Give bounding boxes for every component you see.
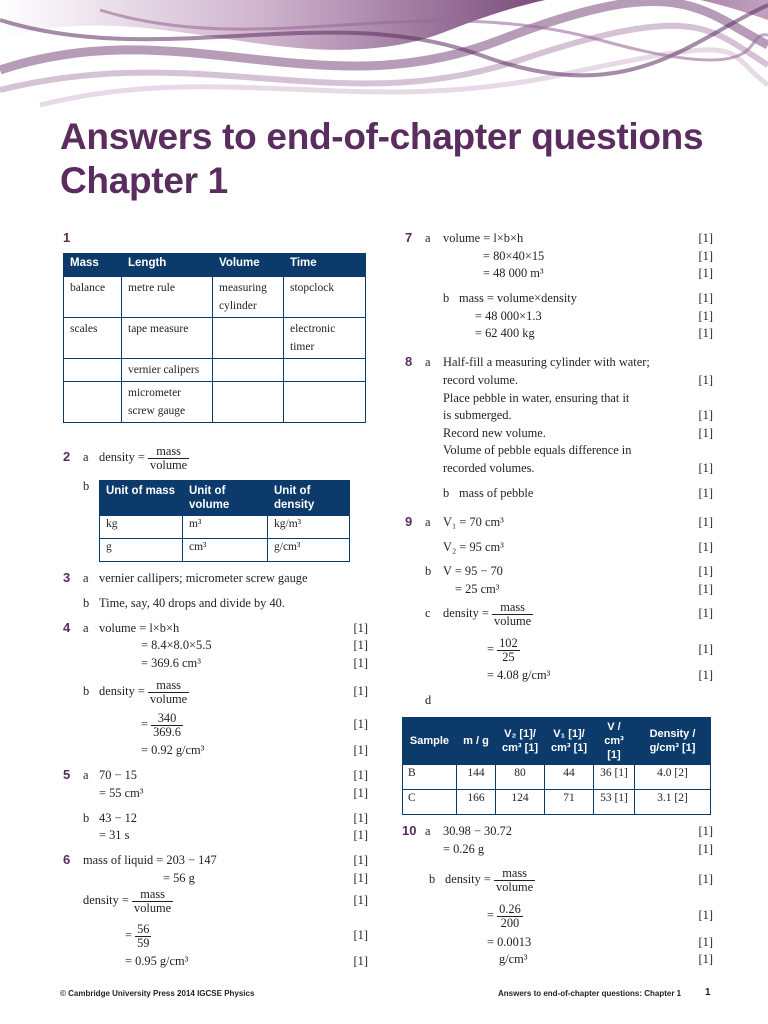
table-cell: g xyxy=(100,539,183,562)
fraction: $\frac{56}{59}$ xyxy=(137,921,150,950)
q8-line: recorded volumes. xyxy=(443,461,535,475)
mark: [1] xyxy=(698,461,713,475)
q9-b-line: = 25 cm³ xyxy=(455,582,500,596)
page-title-line2: Chapter 1 xyxy=(60,160,228,201)
q9-number: 9 xyxy=(405,514,413,529)
fraction: $\frac{\text{mass}}{\text{volume}}$ xyxy=(150,443,188,472)
fraction: $\frac{102}{25}$ xyxy=(499,635,518,664)
mark: [1] xyxy=(353,684,368,698)
q8-line: Half-fill a measuring cylinder with water; xyxy=(443,355,650,369)
q9-header: Density / g/cm³ [1] xyxy=(635,718,711,765)
q9-a-line: V₁ = 70 cm³ xyxy=(443,515,504,529)
q4-a-line: volume = l×b×h xyxy=(99,621,180,635)
mark: [1] xyxy=(353,656,368,670)
table-cell: 144 xyxy=(457,765,496,790)
formula-label: density = xyxy=(99,450,145,464)
part-label: a xyxy=(83,571,89,585)
q3-number: 3 xyxy=(63,570,71,585)
table-row xyxy=(403,790,711,815)
q6-number: 6 xyxy=(63,852,71,867)
q4-number: 4 xyxy=(63,620,71,635)
mark: [1] xyxy=(353,928,368,942)
mark: [1] xyxy=(698,642,713,656)
mark: [1] xyxy=(698,824,713,838)
table-row xyxy=(403,765,711,790)
mark: [1] xyxy=(698,606,713,620)
part-label: d xyxy=(425,693,432,707)
decorative-wave-banner xyxy=(0,0,768,120)
q9-c-formula: density = $\frac{\text{mass}}{\text{volume}}$ xyxy=(443,599,532,628)
page-title-line1: Answers to end-of-chapter questions xyxy=(60,116,704,157)
part-label: a xyxy=(425,355,431,369)
fraction: $\frac{\text{mass}}{\text{volume}}$ xyxy=(496,865,534,894)
mark: [1] xyxy=(698,373,713,387)
table-cell: kg/m³ xyxy=(268,516,350,539)
q2-header: Unit of density xyxy=(268,481,350,516)
table-cell: tape measure xyxy=(122,318,213,359)
fraction: $\frac{\text{mass}}{\text{volume}}$ xyxy=(134,886,172,915)
q7-b-line: = 62 400 kg xyxy=(475,326,535,340)
q4-a-line: = 8.4×8.0×5.5 xyxy=(141,638,212,652)
mark: [1] xyxy=(353,954,368,968)
q10-b-line: g/cm³ xyxy=(499,952,528,966)
footer-copyright: © Cambridge University Press 2014 IGCSE Physics xyxy=(60,989,255,998)
part-label: b xyxy=(425,564,432,578)
table-cell: 53 [1] xyxy=(594,790,635,815)
q5-a-line: = 55 cm³ xyxy=(99,786,144,800)
mark: [1] xyxy=(353,768,368,782)
table-cell: vernier calipers xyxy=(122,359,213,382)
mark: [1] xyxy=(698,486,713,500)
table-cell: metre rule xyxy=(122,277,213,318)
q9-table xyxy=(402,717,711,815)
table-cell: B xyxy=(403,765,457,790)
fraction: $\frac{340}{369.6}$ xyxy=(153,710,181,739)
footer-chapter: Answers to end-of-chapter questions: Chapter 1 xyxy=(498,989,682,998)
q10-number: 10 xyxy=(402,823,417,838)
q8-line: Place pebble in water, ensuring that it xyxy=(443,391,630,405)
q6-fraction: = $\frac{56}{59}$ xyxy=(125,921,150,950)
q9-header: m / g xyxy=(457,718,496,765)
part-label: b xyxy=(83,596,90,610)
part-label: b xyxy=(83,811,90,825)
q8-line: record volume. xyxy=(443,373,519,387)
q6-line: mass of liquid = 203 − 147 xyxy=(83,853,217,867)
part-label: c xyxy=(425,606,431,620)
table-row xyxy=(100,539,350,562)
table-cell: m³ xyxy=(183,516,268,539)
table-cell: micrometer screw gauge xyxy=(122,382,213,423)
table-cell xyxy=(213,318,284,359)
page-number: 1 xyxy=(705,987,711,998)
q1-header: Mass xyxy=(64,254,122,277)
mark: [1] xyxy=(353,621,368,635)
q8-line: Volume of pebble equals difference in xyxy=(443,443,632,457)
table-cell: C xyxy=(403,790,457,815)
mark: [1] xyxy=(698,266,713,280)
table-row xyxy=(64,382,366,423)
table-cell xyxy=(284,382,366,423)
mark: [1] xyxy=(698,872,713,886)
table-cell: kg xyxy=(100,516,183,539)
mark: [1] xyxy=(353,786,368,800)
table-cell: 3.1 [2] xyxy=(635,790,711,815)
mark: [1] xyxy=(698,291,713,305)
q7-a-line: = 48 000 m³ xyxy=(483,266,544,280)
mark: [1] xyxy=(698,935,713,949)
mark: [1] xyxy=(353,638,368,652)
q9-a-line: V₂ = 95 cm³ xyxy=(443,540,504,554)
table-row xyxy=(100,516,350,539)
q6-density-formula: density = $\frac{\text{mass}}{\text{volume}}$ xyxy=(83,886,172,915)
q9-header: V / cm³ [1] xyxy=(594,718,635,765)
mark: [1] xyxy=(698,309,713,323)
q3-b-answer: Time, say, 40 drops and divide by 40. xyxy=(99,596,285,610)
q6-line: = 0.95 g/cm³ xyxy=(125,954,189,968)
mark: [1] xyxy=(698,515,713,529)
q9-header: V₂ [1]/ cm³ [1] xyxy=(496,718,545,765)
q2-header: Unit of volume xyxy=(183,481,268,516)
part-label: a xyxy=(83,450,89,464)
q8-b-answer: mass of pebble xyxy=(459,486,534,500)
mark: [1] xyxy=(698,231,713,245)
q7-b-line: = 48 000×1.3 xyxy=(475,309,542,323)
mark: [1] xyxy=(353,893,368,907)
q7-a-line: = 80×40×15 xyxy=(483,249,545,263)
q5-b-line: = 31 s xyxy=(99,828,130,842)
q4-a-line: = 369.6 cm³ xyxy=(141,656,201,670)
q9-header: Sample xyxy=(403,718,457,765)
table-cell: electronic timer xyxy=(284,318,366,359)
q9-b-line: V = 95 − 70 xyxy=(443,564,503,578)
q1-header: Time xyxy=(284,254,366,277)
table-cell xyxy=(64,382,122,423)
table-cell: 166 xyxy=(457,790,496,815)
mark: [1] xyxy=(698,540,713,554)
q2-number: 2 xyxy=(63,449,71,464)
q7-a-line: volume = l×b×h xyxy=(443,231,524,245)
mark: [1] xyxy=(353,743,368,757)
table-cell xyxy=(213,382,284,423)
mark: [1] xyxy=(698,582,713,596)
q8-line: Record new volume. xyxy=(443,426,546,440)
table-cell: 80 xyxy=(496,765,545,790)
mark: [1] xyxy=(698,668,713,682)
q4-b-formula: density = $\frac{\text{mass}}{\text{volume}}$ xyxy=(99,677,188,706)
q6-line: = 56 g xyxy=(163,871,195,885)
q4-b-line: = 0.92 g/cm³ xyxy=(141,743,205,757)
q10-a-line: = 0.26 g xyxy=(443,842,485,856)
part-label: a xyxy=(83,768,89,782)
q8-number: 8 xyxy=(405,354,413,369)
q2-density-formula xyxy=(99,444,189,472)
table-cell: 71 xyxy=(545,790,594,815)
mark: [1] xyxy=(353,853,368,867)
q1-header: Volume xyxy=(213,254,284,277)
mark: [1] xyxy=(698,564,713,578)
table-cell: 124 xyxy=(496,790,545,815)
q9-header: V₁ [1]/ cm³ [1] xyxy=(545,718,594,765)
mark: [1] xyxy=(353,717,368,731)
part-label: b xyxy=(83,479,90,493)
table-row xyxy=(64,359,366,382)
table-cell: 44 xyxy=(545,765,594,790)
table-cell: g/cm³ xyxy=(268,539,350,562)
q5-b-line: 43 − 12 xyxy=(99,811,137,825)
table-cell xyxy=(64,359,122,382)
part-label: b xyxy=(83,684,90,698)
q9-c-line: = 4.08 g/cm³ xyxy=(487,668,551,682)
q2-header: Unit of mass xyxy=(100,481,183,516)
part-label: a xyxy=(425,515,431,529)
q1-number: 1 xyxy=(63,230,71,245)
table-cell: scales xyxy=(64,318,122,359)
part-label: a xyxy=(83,621,89,635)
part-label: b xyxy=(443,486,450,500)
q7-b-line: mass = volume×density xyxy=(459,291,577,305)
table-cell: balance xyxy=(64,277,122,318)
q3-a-answer: vernier callipers; micrometer screw gauge xyxy=(99,571,308,585)
fraction: $\frac{\text{mass}}{\text{volume}}$ xyxy=(494,599,532,628)
table-cell xyxy=(213,359,284,382)
q10-b-line: = 0.0013 xyxy=(487,935,532,949)
mark: [1] xyxy=(698,326,713,340)
mark: [1] xyxy=(698,426,713,440)
q7-number: 7 xyxy=(405,230,413,245)
part-label: a xyxy=(425,824,431,838)
mark: [1] xyxy=(698,842,713,856)
mark: [1] xyxy=(698,908,713,922)
table-cell: cm³ xyxy=(183,539,268,562)
table-row xyxy=(64,277,366,318)
mark: [1] xyxy=(353,811,368,825)
q2-table xyxy=(99,480,350,562)
q1-header: Length xyxy=(122,254,213,277)
q5-number: 5 xyxy=(63,767,71,782)
part-label: b xyxy=(443,291,450,305)
table-row xyxy=(64,318,366,359)
part-label: b xyxy=(429,872,436,886)
mark: [1] xyxy=(698,408,713,422)
q1-table xyxy=(63,253,366,423)
table-cell: 4.0 [2] xyxy=(635,765,711,790)
q10-b-fraction: = $\frac{0.26}{200}$ xyxy=(487,901,521,930)
fraction: $\frac{0.26}{200}$ xyxy=(499,901,521,930)
q9-c-fraction: = $\frac{102}{25}$ xyxy=(487,635,518,664)
q4-b-fraction: = $\frac{340}{369.6}$ xyxy=(141,710,181,739)
table-cell: stopclock xyxy=(284,277,366,318)
q10-a-line: 30.98 − 30.72 xyxy=(443,824,512,838)
q5-a-line: 70 − 15 xyxy=(99,768,137,782)
q10-b-formula: density = $\frac{\text{mass}}{\text{volume}}$ xyxy=(445,865,534,894)
q8-line: is submerged. xyxy=(443,408,512,422)
mark: [1] xyxy=(353,828,368,842)
fraction: $\frac{\text{mass}}{\text{volume}}$ xyxy=(150,677,188,706)
mark: [1] xyxy=(698,249,713,263)
table-cell xyxy=(284,359,366,382)
mark: [1] xyxy=(698,952,713,966)
mark: [1] xyxy=(353,871,368,885)
part-label: a xyxy=(425,231,431,245)
table-cell: 36 [1] xyxy=(594,765,635,790)
table-cell: measuring cylinder xyxy=(213,277,284,318)
